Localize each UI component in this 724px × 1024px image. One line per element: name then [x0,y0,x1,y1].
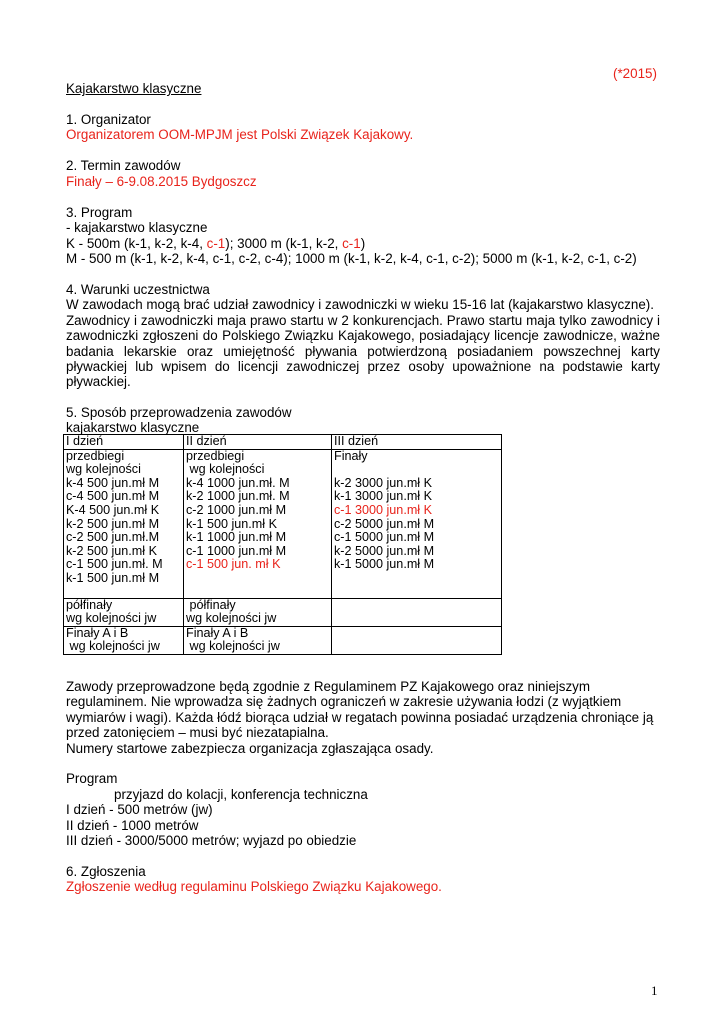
rules-line: przed zatonięciem – musi być niezatapialna. [66,725,329,740]
table-header-row [64,435,502,450]
table-row [64,449,502,598]
day-3-finals-list-top: Finały k-2 3000 jun.mł K k-1 3000 jun.mł K [334,448,433,504]
day-2-heats-list: przedbiegi wg kolejności k-4 1000 jun.mł. M k-2 1000 jun.mł. M c-2 1000 jun.mł M k-1 500 jun.mł K k-1 1000 jun.mł M c-1 1000 jun.mł M [186,448,290,558]
day-2-heats [184,449,332,598]
date-text: Finały – 6-9.08.2015 Bydgoszcz [66,174,257,189]
table-row [64,598,502,626]
conditions-line: W zawodach mogą brać udział zawodnicy i zawodniczki w wieku 15-16 lat (kajakarstwo klasyczne). [66,297,654,312]
header-day-1: I dzień [64,435,184,450]
program-subheading: - kajakarstwo klasyczne [66,220,208,235]
program-line: przyjazd do kolacji, konferencja techniczna [114,787,368,802]
k-line-part3: ) [360,236,366,251]
day-2-finals: Finały A i B wg kolejności jw [184,626,332,654]
schedule-table [63,434,502,655]
schedule-subheading: kajakarstwo klasyczne [66,420,200,435]
organizer-text: Organizatorem OOM-MPJM jest Polski Związek Kajakowy. [66,127,414,142]
section-6-heading: 6. Zgłoszenia [66,864,146,879]
conditions-line: pływackiej. [66,374,131,389]
rules-line: wymiarów i wagi). Każda łódź biorąca udział w regatach powinna posiadać urządzenia chroniące ją [66,710,654,725]
day-2-heat-highlight: c-1 500 jun. mł K [186,557,281,572]
header-day-3: III dzień [332,435,502,450]
section-5-heading: 5. Sposób przeprowadzenia zawodów [66,405,292,420]
document-title: Kajakarstwo klasyczne [66,81,202,96]
k-line-part1: K - 500m (k-1, k-2, k-4, [66,236,207,251]
day-1-semifinals: półfinały wg kolejności jw [64,598,184,626]
program-line: II dzień - 1000 metrów [66,818,199,833]
day-3-empty [332,598,502,626]
day-1-finals: Finały A i B wg kolejności jw [64,626,184,654]
program-m-line: M - 500 m (k-1, k-2, k-4, c-1, c-2, c-4); 1000 m (k-1, k-2, k-4, c-1, c-2); 5000 m (k-1, k-2, c-1, c-2) [66,251,637,266]
day-3-final-highlight: c-1 3000 jun.mł K [334,502,433,517]
conditions-line: Zawodnicy i zawodniczki maja prawo startu w 2 konkurencjach. Prawo startu maja tylko zawodnicy i [66,313,660,328]
year-note: (*2015) [613,66,657,81]
conditions-line: zawodniczki zgłoszeni do Polskiego Związku Kajakowego, posiadający licencje zawodnicze, ważne [66,328,660,343]
header-day-2: II dzień [184,435,332,450]
program-k-line [66,236,365,252]
k-line-c1-500: c-1 [206,236,226,251]
page-number: 1 [651,983,658,998]
registration-text: Zgłoszenie według regulaminu Polskiego Związku Kajakowego. [66,879,442,894]
conditions-line: badania lekarskie oraz umiejętność pływania potwierdzoną posiadaniem powszechnej karty [66,344,660,359]
day-3-finals [332,449,502,598]
section-4-heading: 4. Warunki uczestnictwa [66,282,210,297]
k-line-part2: ); 3000 m (k-1, k-2, [225,236,343,251]
program-title: Program [66,771,118,786]
k-line-c1-3000: c-1 [342,236,361,251]
day-1-heats: przedbiegi wg kolejności k-4 500 jun.mł M c-4 500 jun.mł M K-4 500 jun.mł K k-2 500 jun.mł M c-2 500 jun.mł.M k-2 500 jun.mł K c-1 500 jun.mł. M k-1 500 jun.mł M [64,449,184,598]
table-row [64,626,502,654]
rules-line: Numery startowe zabezpiecza organizacja zgłaszająca osady. [66,741,434,756]
program-line: I dzień - 500 metrów (jw) [66,802,213,817]
section-2-heading: 2. Termin zawodów [66,158,181,173]
day-3-finals-list-bottom: c-2 5000 jun.mł M c-1 5000 jun.mł M k-2 5000 jun.mł M k-1 5000 jun.mł M [334,516,435,572]
day-2-semifinals: półfinały wg kolejności jw [184,598,332,626]
rules-line: Zawody przeprowadzone będą zgodnie z Regulaminem PZ Kajakowego oraz niniejszym [66,679,591,694]
day-3-empty [332,626,502,654]
conditions-line: pływackiej lub wpisem do licencji zawodniczej przez osoby upoważnione na podstawie karty [66,359,660,374]
program-line: III dzień - 3000/5000 metrów; wyjazd po obiedzie [66,833,357,848]
section-3-heading: 3. Program [66,205,133,220]
rules-line: regulaminem. Nie wprowadza się żadnych ograniczeń w zakresie używania łodzi (z wyjątkiem [66,694,622,709]
section-1-heading: 1. Organizator [66,112,151,127]
